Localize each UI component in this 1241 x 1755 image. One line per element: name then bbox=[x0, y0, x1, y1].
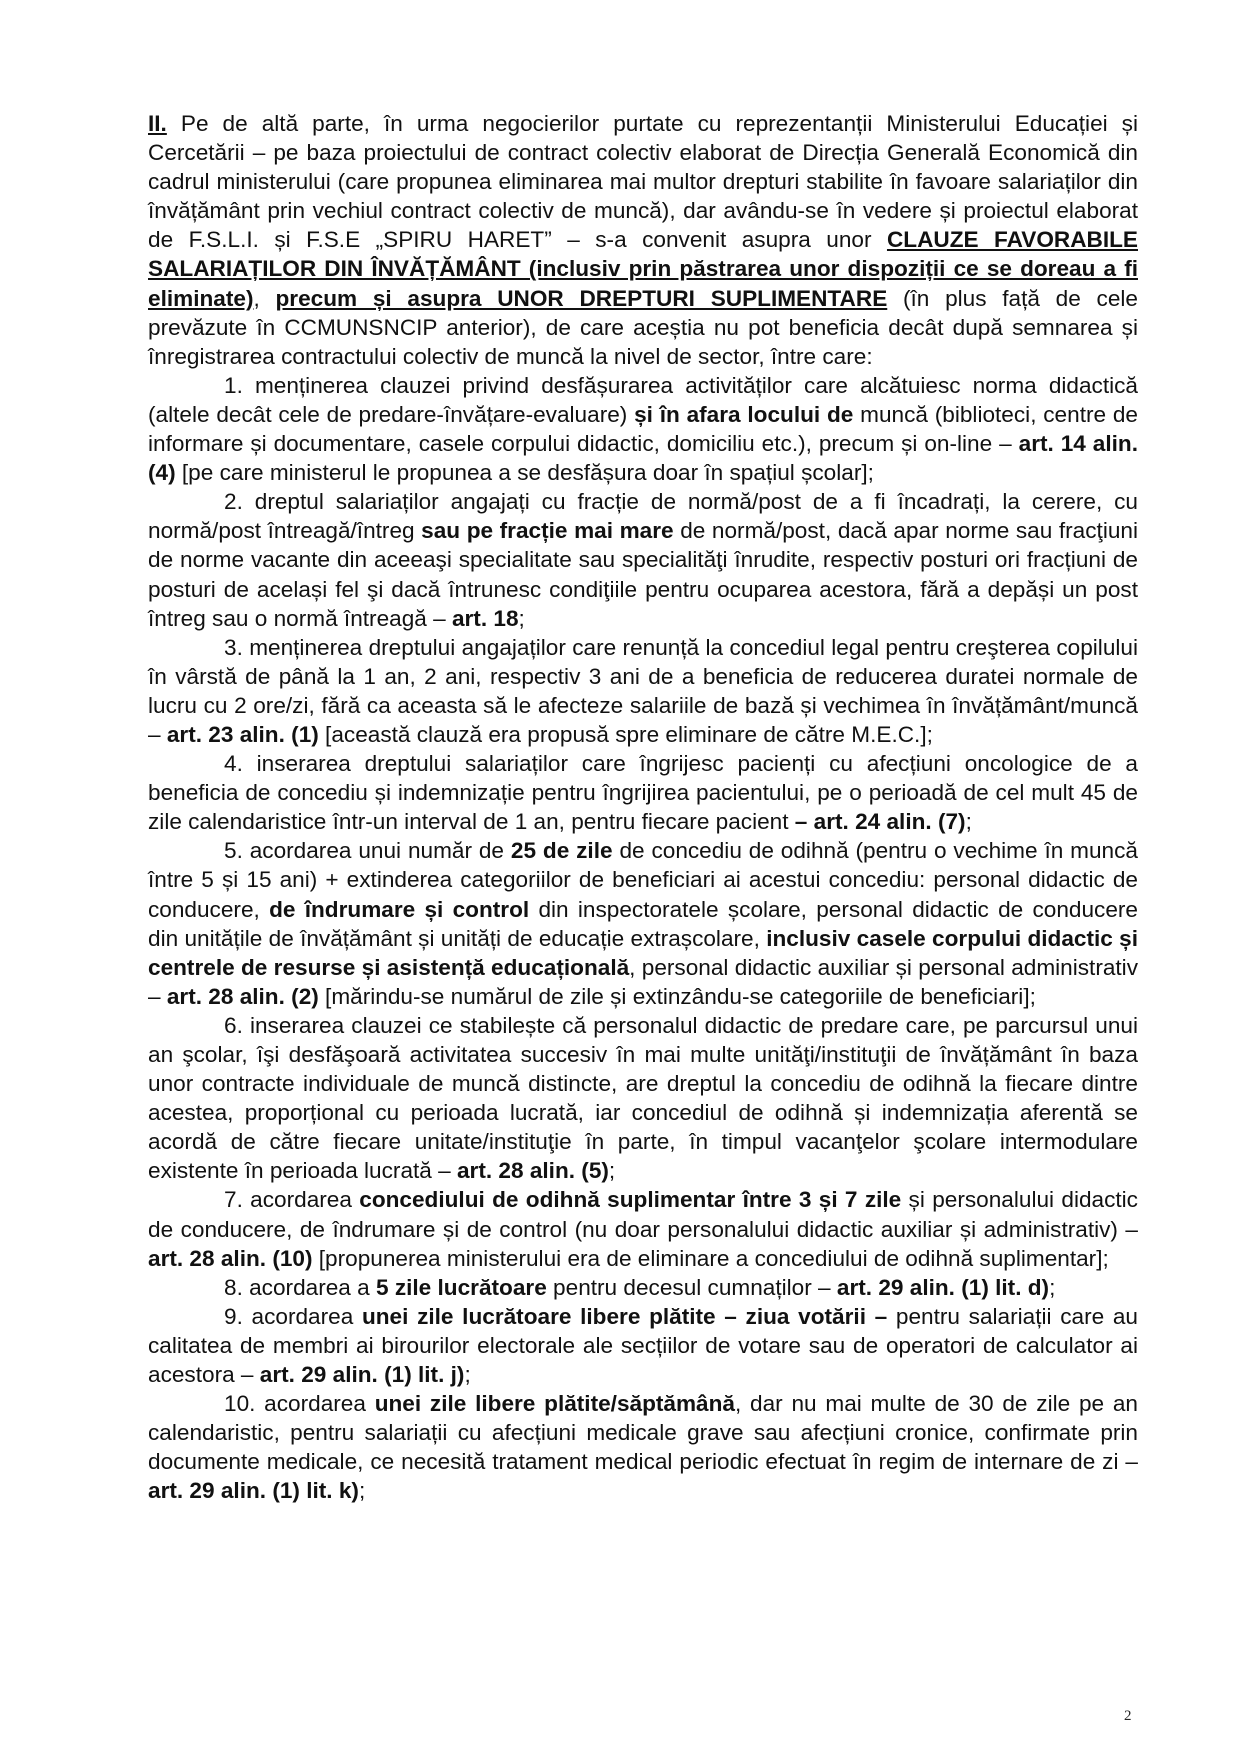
list-item-1 bbox=[148, 371, 1138, 487]
list-item-bold: sau pe fracție mai mare bbox=[421, 518, 674, 544]
article-reference: art. 14 alin. (4) bbox=[148, 431, 1139, 486]
list-item-9 bbox=[148, 1302, 1138, 1389]
list-item-text: 7. acordarea bbox=[224, 1187, 360, 1213]
list-item-text: de normă/post, dacă apar norme sau fracţiuni de norme vacante din aceeaşi specialitate sau specialităţi înrudite, respectiv posturi ori fracțiuni de posturi de același fel şi dacă întrunesc condiţiile pentru ocuparea acestora, fără a depăși un post întreg sau o normă întreagă – bbox=[148, 518, 1138, 631]
list-item-text: ; bbox=[358, 1478, 366, 1504]
list-item-text: 3. menținerea dreptului angajaților care renunță la concediul legal pentru creşterea copilului în vârstă de până la 1 an, 2 ani, respectiv 3 ani de a beneficia de reducerea duratei normale de lucru cu 2 ore/zi, fără ca aceasta să le afecteze salariile de bază și vechimea în învățământ/muncă – bbox=[148, 634, 1138, 747]
list-item-text: 8. acordarea a bbox=[224, 1274, 376, 1300]
list-item-bold: inclusiv casele corpului didactic și centrele de resurse și asistență educațională bbox=[148, 925, 1139, 980]
article-reference: art. 29 alin. (1) lit. d) bbox=[836, 1274, 1050, 1300]
list-item-text: 9. acordarea bbox=[224, 1303, 362, 1329]
article-reference: art. 18 bbox=[451, 605, 519, 631]
article-reference: art. 23 alin. (1) bbox=[166, 721, 319, 747]
list-item-text: pentru decesul cumnaților – bbox=[546, 1274, 837, 1300]
list-item-3 bbox=[148, 633, 1138, 749]
list-item-text: și personalului didactic de conducere, de îndrumare și de control (nu doar personalului didactic auxiliar și administrativ) – bbox=[148, 1187, 1138, 1242]
list-item-text: , personal didactic auxiliar și personal administrativ – bbox=[148, 954, 1139, 1009]
article-reference: art. 29 alin. (1) lit. k) bbox=[148, 1478, 359, 1504]
list-item-bold: concediului de odihnă suplimentar între 3 și 7 zile bbox=[359, 1187, 902, 1213]
list-item-4 bbox=[148, 749, 1138, 836]
list-item-text: [pe care ministerul le propunea a se desfășura doar în spațiul școlar]; bbox=[175, 460, 874, 486]
intro-paragraph bbox=[148, 109, 1138, 371]
list-item-text: 4. inserarea dreptului salariaților care îngrijesc pacienți cu afecțiuni oncologice de a beneficia de concediu și indemnizație pentru îngrijirea pacientului, pe o perioadă de cel mult 45 de zile calendaristice într-un interval de 1 an, pentru fiecare pacient bbox=[148, 751, 1138, 835]
section-label: II. bbox=[148, 111, 167, 136]
list-item-8 bbox=[148, 1273, 1138, 1302]
list-item-bold: de îndrumare și control bbox=[269, 896, 530, 922]
list-item-text: [propunerea ministerului era de eliminare a concediului de odihnă suplimentar]; bbox=[312, 1245, 1109, 1271]
list-item-7 bbox=[148, 1185, 1138, 1272]
list-item-2 bbox=[148, 487, 1138, 632]
intro-text-2: , bbox=[253, 285, 276, 311]
list-item-text: ; bbox=[608, 1158, 616, 1184]
list-item-bold: 5 zile lucrătoare bbox=[375, 1274, 547, 1300]
article-reference: art. 28 alin. (2) bbox=[166, 983, 319, 1009]
article-reference: art. 28 alin. (10) bbox=[148, 1245, 313, 1271]
list-item-text: , dar nu mai multe de 30 de zile pe an calendaristic, pentru salariații cu afecțiuni medicale grave sau afecțiuni cronice, confirmate prin documente medicale, ce necesită tratament medical periodic efectuat în regim de internare de zi – bbox=[148, 1391, 1138, 1475]
list-item-5 bbox=[148, 836, 1138, 1011]
intro-emphasis-extra-rights: precum și asupra UNOR DREPTURI SUPLIMENTARE bbox=[275, 285, 888, 311]
intro-text-3: (în plus față de cele prevăzute în CCMUNSNCIP anterior), de care aceștia nu pot beneficia decât după semnarea și înregistrarea contractului colectiv de muncă la nivel de sector, între care: bbox=[148, 285, 1138, 369]
list-item-text: [mărindu-se numărul de zile și extinzându-se categoriile de beneficiari]; bbox=[318, 983, 1036, 1009]
list-item-text: muncă (biblioteci, centre de informare și documentare, casele corpului didactic, domiciliu etc.), precum și on-line – bbox=[148, 401, 1138, 457]
list-item-text: ; bbox=[518, 605, 525, 631]
list-item-text: 2. dreptul salariaților angajați cu fracție de normă/post de a fi încadrați, la cerere, cu normă/post întreagă/întreg bbox=[148, 489, 1138, 544]
list-item-text: [această clauză era propusă spre eliminare de către M.E.C.]; bbox=[318, 721, 933, 747]
list-item-text: 5. acordarea unui număr de bbox=[224, 838, 511, 864]
list-item-text: 10. acordarea bbox=[224, 1391, 375, 1417]
list-item-text: ; bbox=[464, 1362, 471, 1388]
article-reference: – art. 24 alin. (7) bbox=[794, 809, 966, 835]
list-item-bold: 25 de zile bbox=[510, 838, 613, 864]
list-item-bold: și în afara locului de bbox=[634, 401, 854, 427]
list-item-text: ; bbox=[965, 809, 972, 835]
list-item-text: 1. menținerea clauzei privind desfășurarea activităților care alcătuiesc norma didactică (altele decât cele de predare-învățare-evaluare) bbox=[148, 372, 1138, 427]
document-body bbox=[148, 109, 1138, 1506]
article-reference: art. 28 alin. (5) bbox=[456, 1158, 609, 1184]
list-item-10 bbox=[148, 1389, 1138, 1505]
list-item-text: de concediu de odihnă (pentru o vechime în muncă între 5 și 15 ani) + extinderea categoriilor de beneficiari ai acestui concediu: personal didactic de conducere, bbox=[148, 838, 1138, 922]
list-item-text: pentru salariații care au calitatea de membri ai birourilor electorale ale secțiilor de votare sau de operatori de calculator ai acestora – bbox=[148, 1303, 1138, 1388]
list-item-6 bbox=[148, 1011, 1138, 1186]
list-item-bold: unei zile lucrătoare libere plătite – ziua votării – bbox=[361, 1303, 888, 1329]
intro-emphasis-favorable-clauses: CLAUZE FAVORABILE SALARIAȚILOR DIN ÎNVĂȚĂMÂNT (inclusiv prin păstrarea unor dispoziții ce se doreau a fi eliminate) bbox=[148, 227, 1138, 311]
page-number: 2 bbox=[1124, 1708, 1132, 1724]
list-item-text: ; bbox=[1049, 1274, 1056, 1300]
intro-text-1: Pe de altă parte, în urma negocierilor purtate cu reprezentanții Ministerului Educației și Cercetării – pe baza proiectului de contract colectiv elaborat de Direcția Generală Economică din cadrul ministerului (care propunea eliminarea mai multor drepturi stabilite în favoare salariaților din învățământ prin vechiul contract colectiv de muncă), dar avându-se în vedere și proiectul elaborat de F.S.L.I. și F.S.E „SPIRU HARET” – s-a convenit asupra unor bbox=[148, 111, 1138, 253]
list-item-bold: unei zile libere plătite/săptămână bbox=[374, 1391, 735, 1417]
article-reference: art. 29 alin. (1) lit. j) bbox=[259, 1362, 465, 1388]
list-item-text: 6. inserarea clauzei ce stabilește că personalul didactic de predare care, pe parcursul unui an şcolar, îşi desfăşoară activitatea succesiv în mai multe unităţi/instituţii de învățământ în baza unor contracte individuale de muncă distincte, are dreptul la concediu de odihnă la fiecare dintre acestea, proporțional cu perioada lucrată, iar concediul de odihnă și indemnizația aferentă se acordă de către fiecare unitate/instituţie în parte, în timpul vacanţelor şcolare intermodulare existente în perioada lucrată – bbox=[148, 1012, 1138, 1184]
list-item-text: din inspectoratele școlare, personal didactic de conducere din unitățile de învățământ și unități de educație extrașcolare, bbox=[148, 896, 1138, 951]
